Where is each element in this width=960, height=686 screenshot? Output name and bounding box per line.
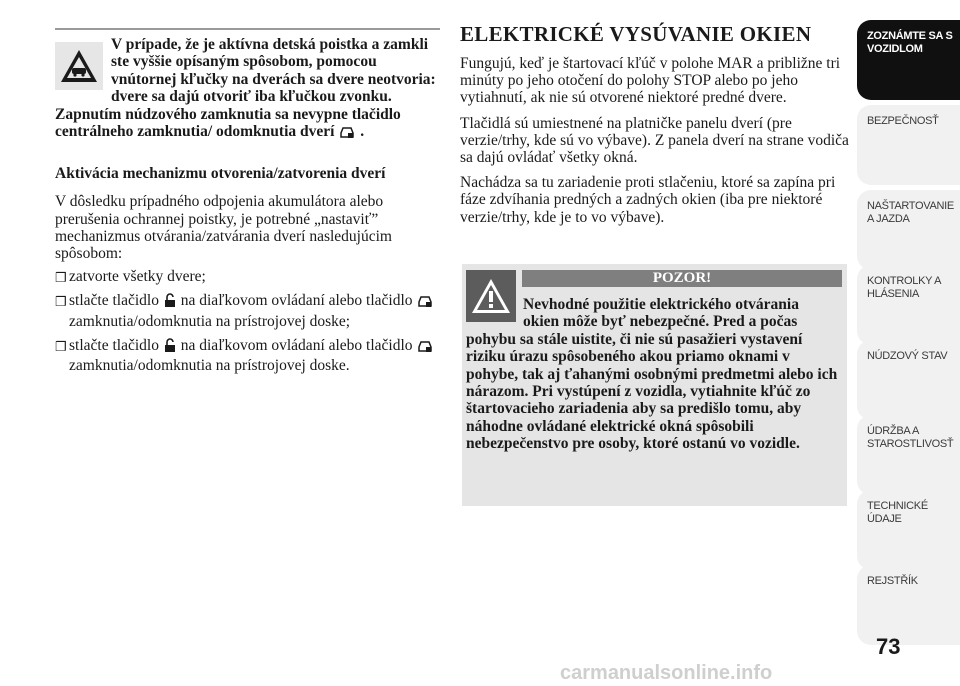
tab-safety[interactable]: BEZPEČNOSŤ [857, 105, 960, 185]
step-text: stlačte tlačidlo [69, 292, 159, 310]
list-item [55, 292, 440, 329]
tab-vehicle[interactable]: ZOZNÁMTE SA S VOZIDLOM [857, 20, 960, 100]
paragraph: Tlačidlá sú umiestnené na platničke panelu dverí (pre verzie/trhy, kde sú vo výbave). Z panela dverí na strane vodiča sa dajú ovládať všetky okná. [460, 114, 849, 167]
paragraph: Fungujú, keď je štartovací kľúč v polohe MAR a približne tri minúty po jeho otočení do polohy STOP alebo po jeho vytiahnutí, ak nie sú otvorené niektoré predné dvere. [460, 55, 841, 107]
section-heading: Aktivácia mechanizmu otvorenia/zatvorenia dverí [55, 165, 386, 183]
car-lock-icon [417, 339, 433, 357]
paragraph: Nachádza sa tu zariadenie proti stlačeniu, ktoré sa zapína pri fáze zdvíhania predných a zadných okien (iba pre niektoré verzie/trhy, kde je to vo výbave). [460, 174, 836, 226]
list-item [55, 337, 440, 374]
tab-emergency[interactable]: NÚDZOVÝ STAV [857, 340, 960, 420]
car-lock-icon [417, 294, 433, 312]
step-text-mid: na diaľkovom ovládaní alebo tlačidlo [180, 336, 413, 354]
step-text-post: zamknutia/odomknutia na prístrojovej doske; [69, 312, 351, 330]
step-text-mid: na diaľkovom ovládaní alebo tlačidlo [180, 292, 413, 310]
tab-starting[interactable]: NAŠTARTOVANIE A JAZDA [857, 190, 960, 270]
checkbox-bullet-icon: ❒ [55, 338, 67, 354]
warning-text [466, 296, 838, 453]
page-number: 73 [876, 634, 901, 659]
warning-triangle-icon [55, 42, 103, 90]
tab-maintenance[interactable]: ÚDRŽBA A STAROSTLIVOSŤ [857, 415, 960, 495]
warning-text-rest: pohybu sa stále uistite, či nie sú pasažieri vystavení riziku úrazu spôsobeného akou priamo oknami v pohybe, tak aj ťahanými osobnými predmetmi alebo ich nárazom. Pri vystúpení z vozidla, vytiahnite kľúč zo štartovacieho zariadenia aby sa predišlo tomu, aby náhodne ovládané elektrické okná spôsobili nebezpečenstvo pre osoby, ktoré ostanú vo vozidle. [466, 330, 838, 453]
tab-technical[interactable]: TECHNICKÉ ÚDAJE [857, 490, 960, 570]
checkbox-bullet-icon: ❒ [55, 270, 67, 286]
tab-warnings[interactable]: KONTROLKY A HLÁSENIA [857, 265, 960, 345]
right-column [460, 22, 850, 226]
note-end: . [360, 123, 365, 141]
car-lock-icon [339, 125, 355, 143]
checkbox-bullet-icon: ❒ [55, 294, 67, 310]
note-text: V prípade, že je aktívna detská poistka a zamkli ste vyššie opísaným spôsobom, pomocou vnútornej kľučky na dverách sa dvere neotvoria: dvere sa dajú otvoriť iba kľučkou zvonku. Zapnutím núdzového zamknutia sa nevypne tlačidlo centrálneho zamknutia/ odomknutia dverí [55, 36, 436, 141]
section-title: ELEKTRICKÉ VYSÚVANIE OKIEN [460, 22, 812, 46]
left-column [55, 28, 440, 381]
list-item [55, 268, 440, 285]
tab-index[interactable]: REJSTŘÍK [857, 565, 960, 645]
step-text: stlačte tlačidlo [69, 336, 159, 354]
step-text-post: zamknutia/odomknutia na prístrojovej doske. [69, 357, 350, 375]
padlock-open-icon [164, 293, 176, 312]
warning-label: POZOR! [522, 270, 842, 287]
warning-text-first: Nevhodné použitie elektrického otvárania okien môže byť nebezpečné. Pred a počas [523, 296, 799, 331]
child-lock-note [55, 28, 440, 143]
watermark: carmanualsonline.info [560, 662, 773, 684]
padlock-open-icon [164, 338, 176, 357]
intro-paragraph: V dôsledku prípadného odpojenia akumulátora alebo prerušenia ochrannej poistky, je potrebné „nastaviť” mechanizmus otvárania/zatvárania dverí nasledujúcim spôsobom: [55, 193, 392, 263]
step-list [55, 268, 440, 374]
step-text: zatvorte všetky dvere; [69, 268, 206, 286]
chapter-tabs [857, 0, 960, 686]
